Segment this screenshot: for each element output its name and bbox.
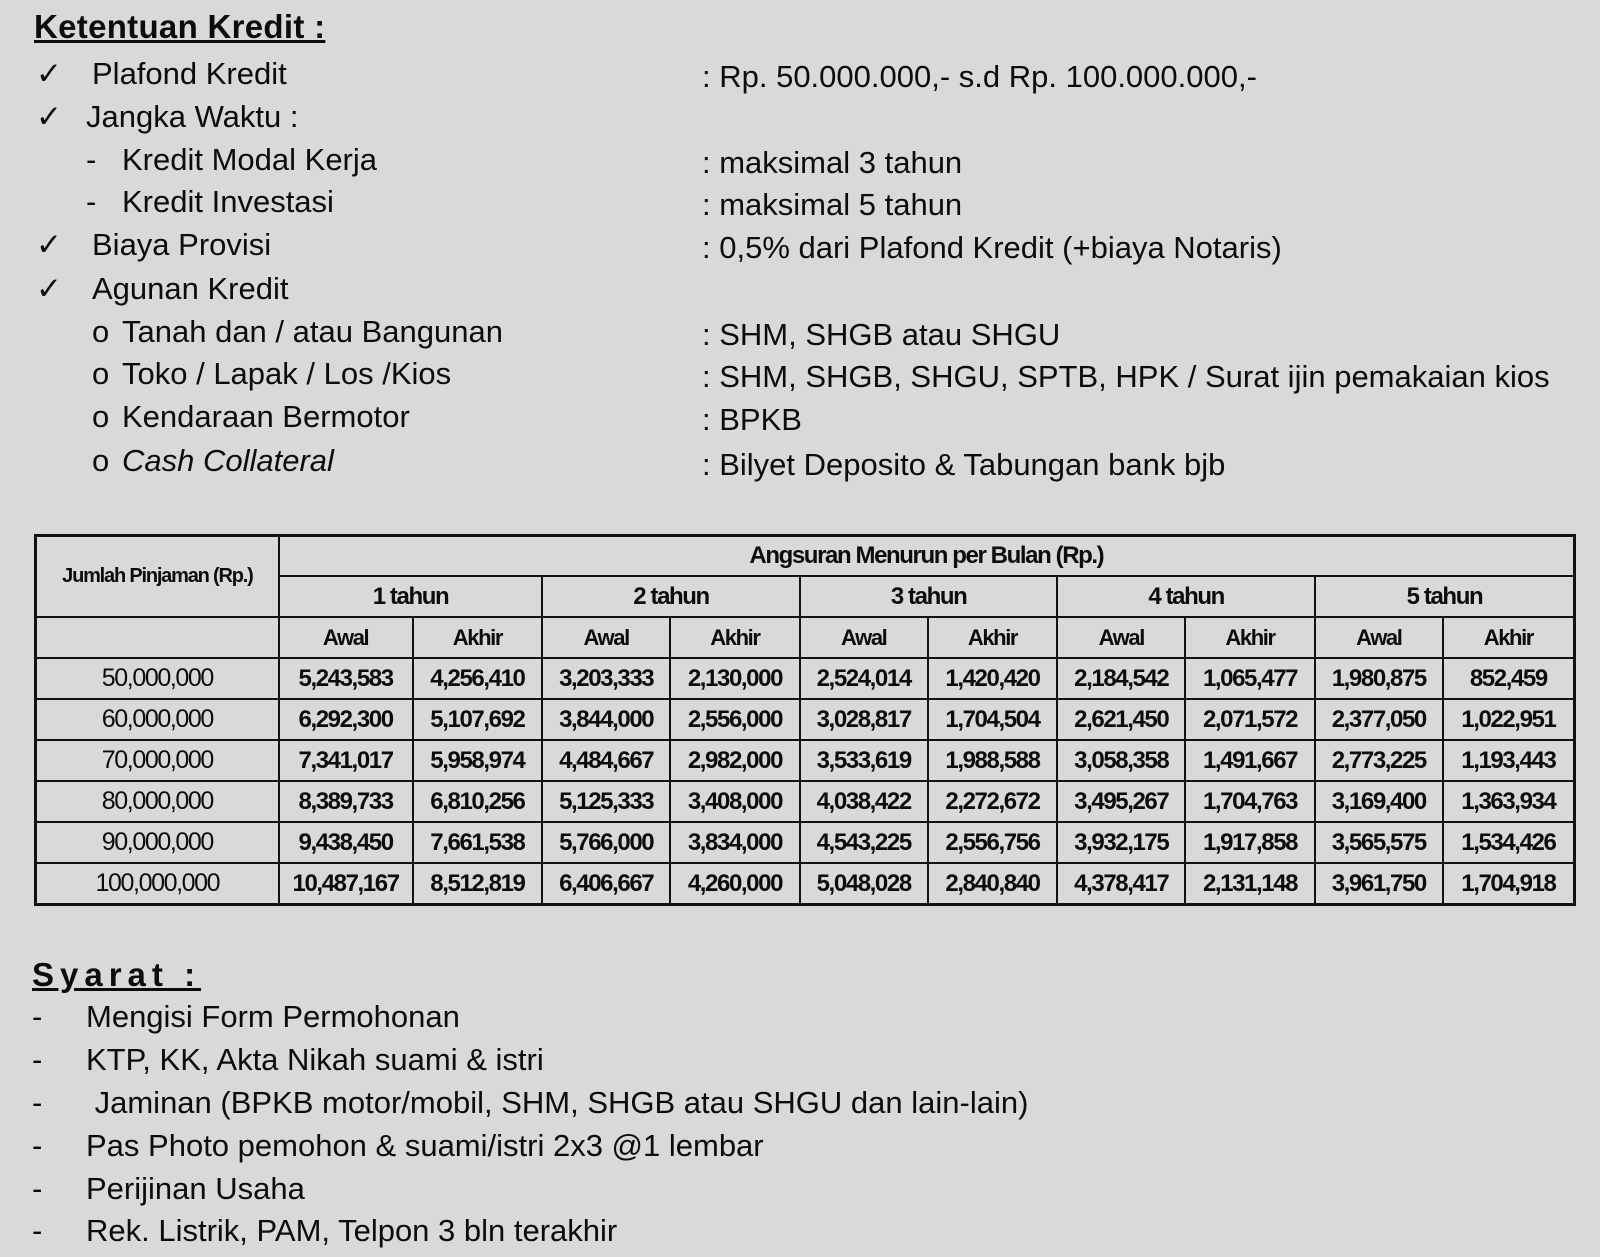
kredit-modal-kerja-label: Kredit Modal Kerja [122,142,378,177]
check-icon: ✓ [36,56,62,91]
installment-cell: 2,071,572 [1185,699,1315,740]
dash-marker: - [32,1213,43,1248]
table-row [36,781,1575,822]
angsuran-table [34,534,1576,906]
installment-cell: 1,704,763 [1185,781,1315,822]
kredit-investasi-label: Kredit Investasi [122,184,334,219]
installment-cell: 2,272,672 [928,781,1058,822]
period-header: 1 tahun [279,576,543,617]
installment-cell: 7,341,017 [279,740,413,781]
check-icon: ✓ [36,227,62,262]
bullet-marker: o [92,314,110,349]
period-header: 5 tahun [1315,576,1575,617]
installment-cell: 5,243,583 [279,658,413,699]
installment-cell: 2,621,450 [1057,699,1185,740]
toko-label: Toko / Lapak / Los /Kios [122,356,452,391]
awal-header: Awal [800,617,928,658]
requirement-text: Pas Photo pemohon & suami/istri 2x3 @1 lembar [86,1128,764,1163]
toko-value: : SHM, SHGB, SHGU, SPTB, HPK / Surat ijin pemakaian kios [702,359,1550,394]
empty-header-cell [36,617,279,658]
installment-cell: 5,048,028 [800,863,928,905]
dash-marker: - [32,1042,43,1077]
loan-amount-cell: 80,000,000 [36,781,279,822]
period-header: 2 tahun [542,576,800,617]
installment-cell: 2,556,756 [928,822,1058,863]
installment-cell: 5,766,000 [542,822,670,863]
akhir-header: Akhir [670,617,800,658]
installment-cell: 1,534,426 [1443,822,1575,863]
installment-cell: 1,491,667 [1185,740,1315,781]
installment-cell: 4,038,422 [800,781,928,822]
tanah-label: Tanah dan / atau Bangunan [122,314,503,349]
installment-cell: 1,988,588 [928,740,1058,781]
requirement-text: KTP, KK, Akta Nikah suami & istri [86,1042,544,1077]
bullet-marker: o [92,356,110,391]
kendaraan-label: Kendaraan Bermotor [122,399,410,434]
period-header: 3 tahun [800,576,1058,617]
awal-header: Awal [279,617,413,658]
biaya-provisi-label: Biaya Provisi [92,227,272,262]
installment-cell: 5,125,333 [542,781,670,822]
installment-cell: 5,107,692 [413,699,543,740]
installment-cell: 2,130,000 [670,658,800,699]
plafond-label: Plafond Kredit [92,56,287,91]
table-row [36,740,1575,781]
akhir-header: Akhir [413,617,543,658]
kredit-modal-kerja-value: : maksimal 3 tahun [702,145,963,180]
requirement-text: Jaminan (BPKB motor/mobil, SHM, SHGB atau SHGU dan lain-lain) [86,1085,1029,1120]
dash-marker: - [32,1171,43,1206]
installment-cell: 3,533,619 [800,740,928,781]
installment-cell: 3,203,333 [542,658,670,699]
corner-header: Jumlah Pinjaman (Rp.) [36,536,279,618]
group-header: Angsuran Menurun per Bulan (Rp.) [279,536,1575,577]
installment-cell: 2,524,014 [800,658,928,699]
installment-cell: 9,438,450 [279,822,413,863]
akhir-header: Akhir [1443,617,1575,658]
loan-amount-cell: 100,000,000 [36,863,279,905]
requirement-text: Perijinan Usaha [86,1171,305,1206]
cash-value: : Bilyet Deposito & Tabungan bank bjb [702,447,1226,482]
installment-cell: 4,484,667 [542,740,670,781]
requirement-text: Mengisi Form Permohonan [86,999,460,1034]
installment-cell: 3,961,750 [1315,863,1443,905]
bullet-marker: o [92,399,110,434]
installment-cell: 1,980,875 [1315,658,1443,699]
installment-cell: 852,459 [1443,658,1575,699]
installment-cell: 2,131,148 [1185,863,1315,905]
dash-marker: - [32,1085,43,1120]
installment-cell: 2,840,840 [928,863,1058,905]
installment-cell: 4,256,410 [413,658,543,699]
loan-amount-cell: 60,000,000 [36,699,279,740]
installment-cell: 3,028,817 [800,699,928,740]
requirement-text: Rek. Listrik, PAM, Telpon 3 bln terakhir [86,1213,618,1248]
installment-cell: 6,406,667 [542,863,670,905]
installment-cell: 3,932,175 [1057,822,1185,863]
installment-cell: 1,363,934 [1443,781,1575,822]
installment-cell: 6,292,300 [279,699,413,740]
installment-cell: 2,377,050 [1315,699,1443,740]
installment-cell: 1,420,420 [928,658,1058,699]
cash-label: Cash Collateral [122,443,334,478]
installment-cell: 8,512,819 [413,863,543,905]
biaya-provisi-value: : 0,5% dari Plafond Kredit (+biaya Notaris) [702,230,1282,265]
installment-cell: 3,495,267 [1057,781,1185,822]
installment-cell: 10,487,167 [279,863,413,905]
agunan-label: Agunan Kredit [92,271,289,306]
installment-cell: 4,378,417 [1057,863,1185,905]
table-row [36,699,1575,740]
installment-cell: 3,834,000 [670,822,800,863]
syarat-heading: Syarat : [32,956,202,993]
installment-cell: 2,556,000 [670,699,800,740]
installment-cell: 1,704,918 [1443,863,1575,905]
installment-cell: 2,773,225 [1315,740,1443,781]
awal-header: Awal [1315,617,1443,658]
installment-cell: 3,058,358 [1057,740,1185,781]
dash-marker: - [32,999,43,1034]
akhir-header: Akhir [928,617,1058,658]
installment-cell: 3,408,000 [670,781,800,822]
installment-cell: 1,022,951 [1443,699,1575,740]
table-row [36,658,1575,699]
installment-cell: 8,389,733 [279,781,413,822]
installment-cell: 1,917,858 [1185,822,1315,863]
table-body [36,658,1575,905]
period-header: 4 tahun [1057,576,1315,617]
jangka-waktu-label: Jangka Waktu : [86,99,299,134]
check-icon: ✓ [36,271,62,306]
kredit-investasi-value: : maksimal 5 tahun [702,187,963,222]
tanah-value: : SHM, SHGB atau SHGU [702,317,1061,352]
table-row [36,822,1575,863]
loan-amount-cell: 70,000,000 [36,740,279,781]
installment-cell: 3,565,575 [1315,822,1443,863]
check-icon: ✓ [36,99,62,134]
table-row [36,863,1575,905]
installment-cell: 3,169,400 [1315,781,1443,822]
awal-header: Awal [1057,617,1185,658]
dash-marker: - [86,184,97,219]
installment-cell: 2,982,000 [670,740,800,781]
ketentuan-heading: Ketentuan Kredit : [34,8,326,45]
awal-header: Awal [542,617,670,658]
installment-cell: 1,065,477 [1185,658,1315,699]
dash-marker: - [86,142,97,177]
kendaraan-value: : BPKB [702,402,802,437]
installment-cell: 7,661,538 [413,822,543,863]
installment-cell: 4,260,000 [670,863,800,905]
dash-marker: - [32,1128,43,1163]
installment-cell: 5,958,974 [413,740,543,781]
bullet-marker: o [92,443,110,478]
installment-cell: 1,704,504 [928,699,1058,740]
akhir-header: Akhir [1185,617,1315,658]
installment-cell: 1,193,443 [1443,740,1575,781]
plafond-value: : Rp. 50.000.000,- s.d Rp. 100.000.000,- [702,59,1257,94]
loan-amount-cell: 50,000,000 [36,658,279,699]
installment-cell: 3,844,000 [542,699,670,740]
installment-cell: 6,810,256 [413,781,543,822]
loan-amount-cell: 90,000,000 [36,822,279,863]
installment-cell: 4,543,225 [800,822,928,863]
installment-cell: 2,184,542 [1057,658,1185,699]
